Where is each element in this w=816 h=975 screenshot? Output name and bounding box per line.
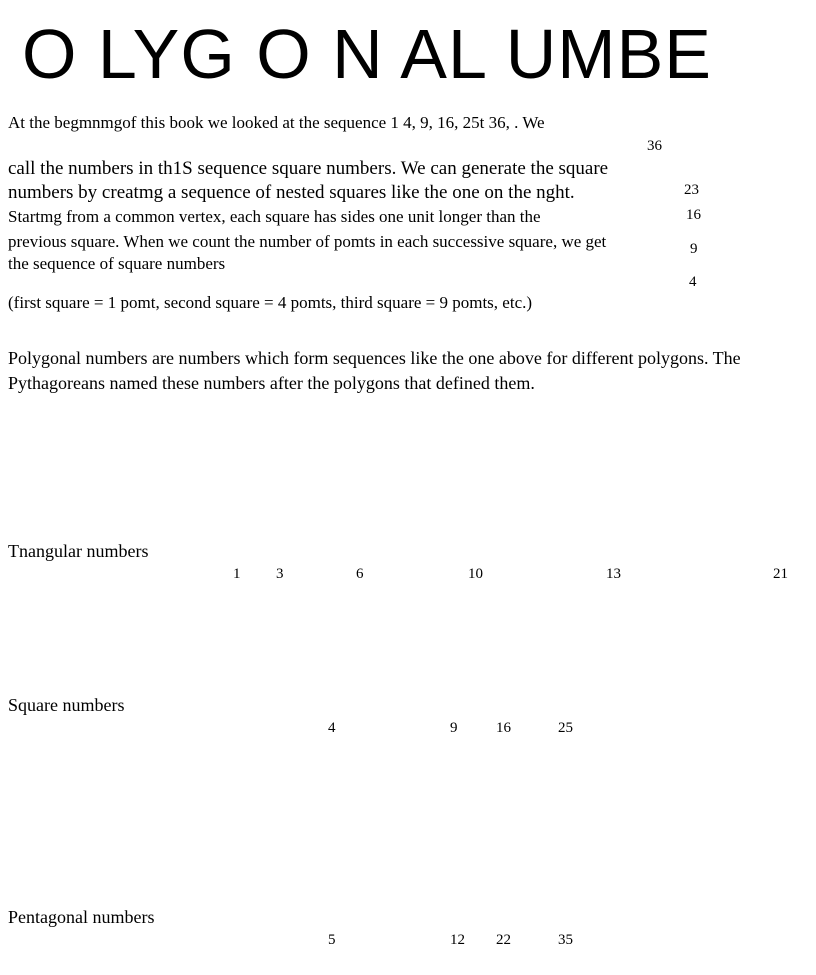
square-value: 9 [450, 720, 458, 736]
side-number: 4 [689, 274, 697, 290]
square-value: 25 [558, 720, 573, 736]
square-value: 16 [496, 720, 511, 736]
pentagonal-value: 22 [496, 932, 511, 948]
triangular-value: 3 [276, 566, 284, 582]
intro-line-3: numbers by creatmg a sequence of nested squares like the one on the nght. [8, 182, 575, 203]
pentagonal-label: Pentagonal numbers [8, 907, 155, 927]
side-number: 23 [684, 182, 699, 198]
intro-line-2: call the numbers in th1S sequence square numbers. We can generate the square [8, 158, 609, 179]
triangular-label: Tnangular numbers [8, 541, 149, 561]
intro-line-7: (first square = 1 pomt, second square = 4 pomts, third square = 9 pomts, etc.) [8, 293, 533, 312]
pentagonal-value: 35 [558, 932, 573, 948]
triangular-value: 10 [468, 566, 483, 582]
intro-line-4: Startmg from a common vertex, each square has sides one unit longer than the [8, 207, 541, 226]
square-value: 4 [328, 720, 336, 736]
polygonal-line-1: Polygonal numbers are numbers which form sequences like the one above for different polygons. The [8, 348, 741, 368]
side-number: 36 [647, 138, 662, 154]
polygonal-line-2: Pythagoreans named these numbers after the polygons that defined them. [8, 373, 535, 393]
triangular-value: 1 [233, 566, 241, 582]
intro-line-6: the sequence of square numbers [8, 254, 226, 273]
side-number: 9 [690, 241, 698, 257]
pentagonal-value: 12 [450, 932, 465, 948]
side-number: 16 [686, 207, 701, 223]
triangular-value: 13 [606, 566, 621, 582]
pentagonal-value: 5 [328, 932, 336, 948]
triangular-value: 6 [356, 566, 364, 582]
intro-line-1: At the begmnmgof this book we looked at the sequence 1 4, 9, 16, 25t 36, . We [8, 113, 545, 132]
intro-line-5: previous square. When we count the number of pomts in each successive square, we get [8, 232, 607, 251]
page-title: O LYG O N AL UMBE [22, 15, 712, 93]
square-label: Square numbers [8, 695, 125, 715]
triangular-value: 21 [773, 566, 788, 582]
